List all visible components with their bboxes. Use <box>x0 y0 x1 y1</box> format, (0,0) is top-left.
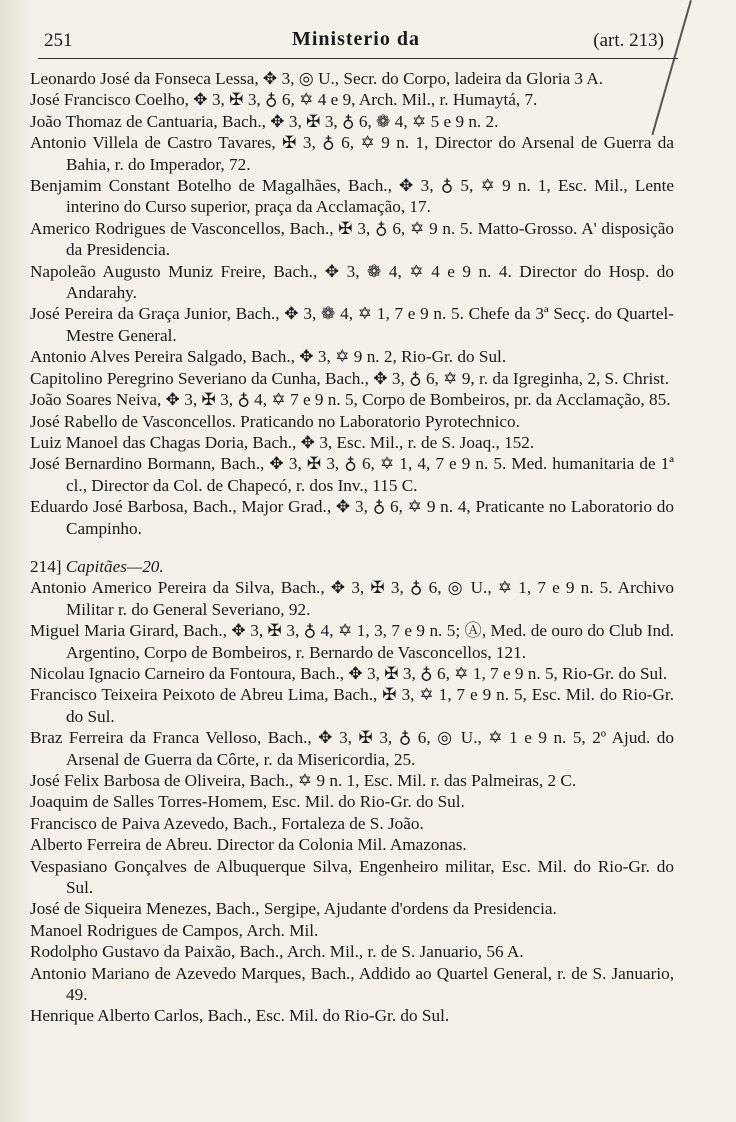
list-item: José Pereira da Graça Junior, Bach., ✥ 3, ❁ 4, ✡ 1, 7 e 9 n. 5. Chefe da 3ª Secç. do Quartel-Mestre General. <box>30 304 674 345</box>
list-item: Capitolino Peregrino Severiano da Cunha, Bach., ✥ 3, ♁ 6, ✡ 9, r. da Igreginha, 2, S. Christ. <box>30 368 670 388</box>
page-edge-shadow <box>0 0 34 1122</box>
list-item: Miguel Maria Girard, Bach., ✥ 3, ✠ 3, ♁ 4, ✡ 1, 3, 7 e 9 n. 5; Ⓐ, Med. de ouro do Club Ind. Argentino, Corpo de Bombeiros, r. Bernardo de Vasconcellos, 121. <box>30 621 674 662</box>
list-item: José de Siqueira Menezes, Bach., Sergipe, Ajudante d'ordens da Presidencia. <box>30 899 557 919</box>
list-item: Braz Ferreira da Franca Velloso, Bach., ✥ 3, ✠ 3, ♁ 6, ◎ U., ✡ 1 e 9 n. 5, 2º Ajud. do Arsenal de Guerra da Côrte, r. da Misericordia, 25. <box>30 728 674 769</box>
list-item: Antonio Villela de Castro Tavares, ✠ 3, ♁ 6, ✡ 9 n. 1, Director do Arsenal de Guerra da Bahia, r. do Imperador, 72. <box>30 133 674 174</box>
section-number: 214] <box>30 556 62 576</box>
list-item: Manoel Rodrigues de Campos, Arch. Mil. <box>30 920 319 940</box>
page-header <box>38 26 674 56</box>
entry-list <box>30 68 674 1027</box>
list-item: Francisco Teixeira Peixoto de Abreu Lima, Bach., ✠ 3, ✡ 1, 7 e 9 n. 5, Esc. Mil. do Rio-Gr. do Sul. <box>30 685 674 726</box>
list-item: Francisco de Paiva Azevedo, Bach., Fortaleza de S. João. <box>30 813 424 833</box>
header-rule <box>38 58 678 59</box>
page-number: 251 <box>44 30 73 51</box>
article-reference: (art. 213) <box>593 30 664 51</box>
list-item: Americo Rodrigues de Vasconcellos, Bach., ✠ 3, ♁ 6, ✡ 9 n. 5. Matto-Grosso. A' disposição da Presidencia. <box>30 218 674 260</box>
list-item: José Rabello de Vasconcellos. Praticando no Laboratorio Pyrotechnico. <box>30 411 520 431</box>
list-item: Rodolpho Gustavo da Paixão, Bach., Arch. Mil., r. de S. Januario, 56 A. <box>30 942 524 962</box>
section-title: Capitães—20. <box>65 556 164 576</box>
list-item: João Soares Neiva, ✥ 3, ✠ 3, ♁ 4, ✡ 7 e 9 n. 5, Corpo de Bombeiros, pr. da Acclamação, 85. <box>30 390 671 410</box>
list-item: José Bernardino Bormann, Bach., ✥ 3, ✠ 3, ♁ 6, ✡ 1, 4, 7 e 9 n. 5. Med. humanitaria de 1ª cl., Director da Col. de Chapecó, r. dos Inv., 115 C. <box>30 454 674 495</box>
list-item: Nicolau Ignacio Carneiro da Fontoura, Bach., ✥ 3, ✠ 3, ♁ 6, ✡ 1, 7 e 9 n. 5, Rio-Gr. do Sul. <box>30 663 668 683</box>
list-item: Henrique Alberto Carlos, Bach., Esc. Mil. do Rio-Gr. do Sul. <box>30 1006 450 1026</box>
list-item: José Francisco Coelho, ✥ 3, ✠ 3, ♁ 6, ✡ 4 e 9, Arch. Mil., r. Humaytá, 7. <box>30 90 538 110</box>
list-item: Eduardo José Barbosa, Bach., Major Grad., ✥ 3, ♁ 6, ✡ 9 n. 4, Praticante no Laboratorio do Campinho. <box>30 497 674 538</box>
list-item: Alberto Ferreira de Abreu. Director da Colonia Mil. Amazonas. <box>30 835 467 855</box>
running-title: Ministerio da <box>292 28 420 50</box>
list-item: Antonio Alves Pereira Salgado, Bach., ✥ 3, ✡ 9 n. 2, Rio-Gr. do Sul. <box>30 347 507 367</box>
section-heading <box>30 556 674 577</box>
list-item: Antonio Americo Pereira da Silva, Bach., ✥ 3, ✠ 3, ♁ 6, ◎ U., ✡ 1, 7 e 9 n. 5. Archivo Militar r. do General Severiano, 92. <box>30 578 674 619</box>
list-item: Antonio Mariano de Azevedo Marques, Bach., Addido ao Quartel General, r. de S. Januario, 49. <box>30 963 674 1005</box>
list-item: José Felix Barbosa de Oliveira, Bach., ✡ 9 n. 1, Esc. Mil. r. das Palmeiras, 2 C. <box>30 771 577 790</box>
list-item: Napoleão Augusto Muniz Freire, Bach., ✥ 3, ❁ 4, ✡ 4 e 9 n. 4. Director do Hosp. do Andarahy. <box>30 261 674 303</box>
list-item: Joaquim de Salles Torres-Homem, Esc. Mil. do Rio-Gr. do Sul. <box>30 792 465 812</box>
list-item: Vespasiano Gonçalves de Albuquerque Silva, Engenheiro militar, Esc. Mil. do Rio-Gr. do Sul. <box>30 856 674 898</box>
list-item: Benjamim Constant Botelho de Magalhães, Bach., ✥ 3, ♁ 5, ✡ 9 n. 1, Esc. Mil., Lente interino do Curso superior, praça da Acclamação, 17. <box>30 176 674 217</box>
list-item: Luiz Manoel das Chagas Doria, Bach., ✥ 3, Esc. Mil., r. de S. Joaq., 152. <box>30 432 535 452</box>
list-item: João Thomaz de Cantuaria, Bach., ✥ 3, ✠ 3, ♁ 6, ❁ 4, ✡ 5 e 9 n. 2. <box>30 111 499 131</box>
list-item: Leonardo José da Fonseca Lessa, ✥ 3, ◎ U., Secr. do Corpo, ladeira da Gloria 3 A. <box>30 69 604 88</box>
